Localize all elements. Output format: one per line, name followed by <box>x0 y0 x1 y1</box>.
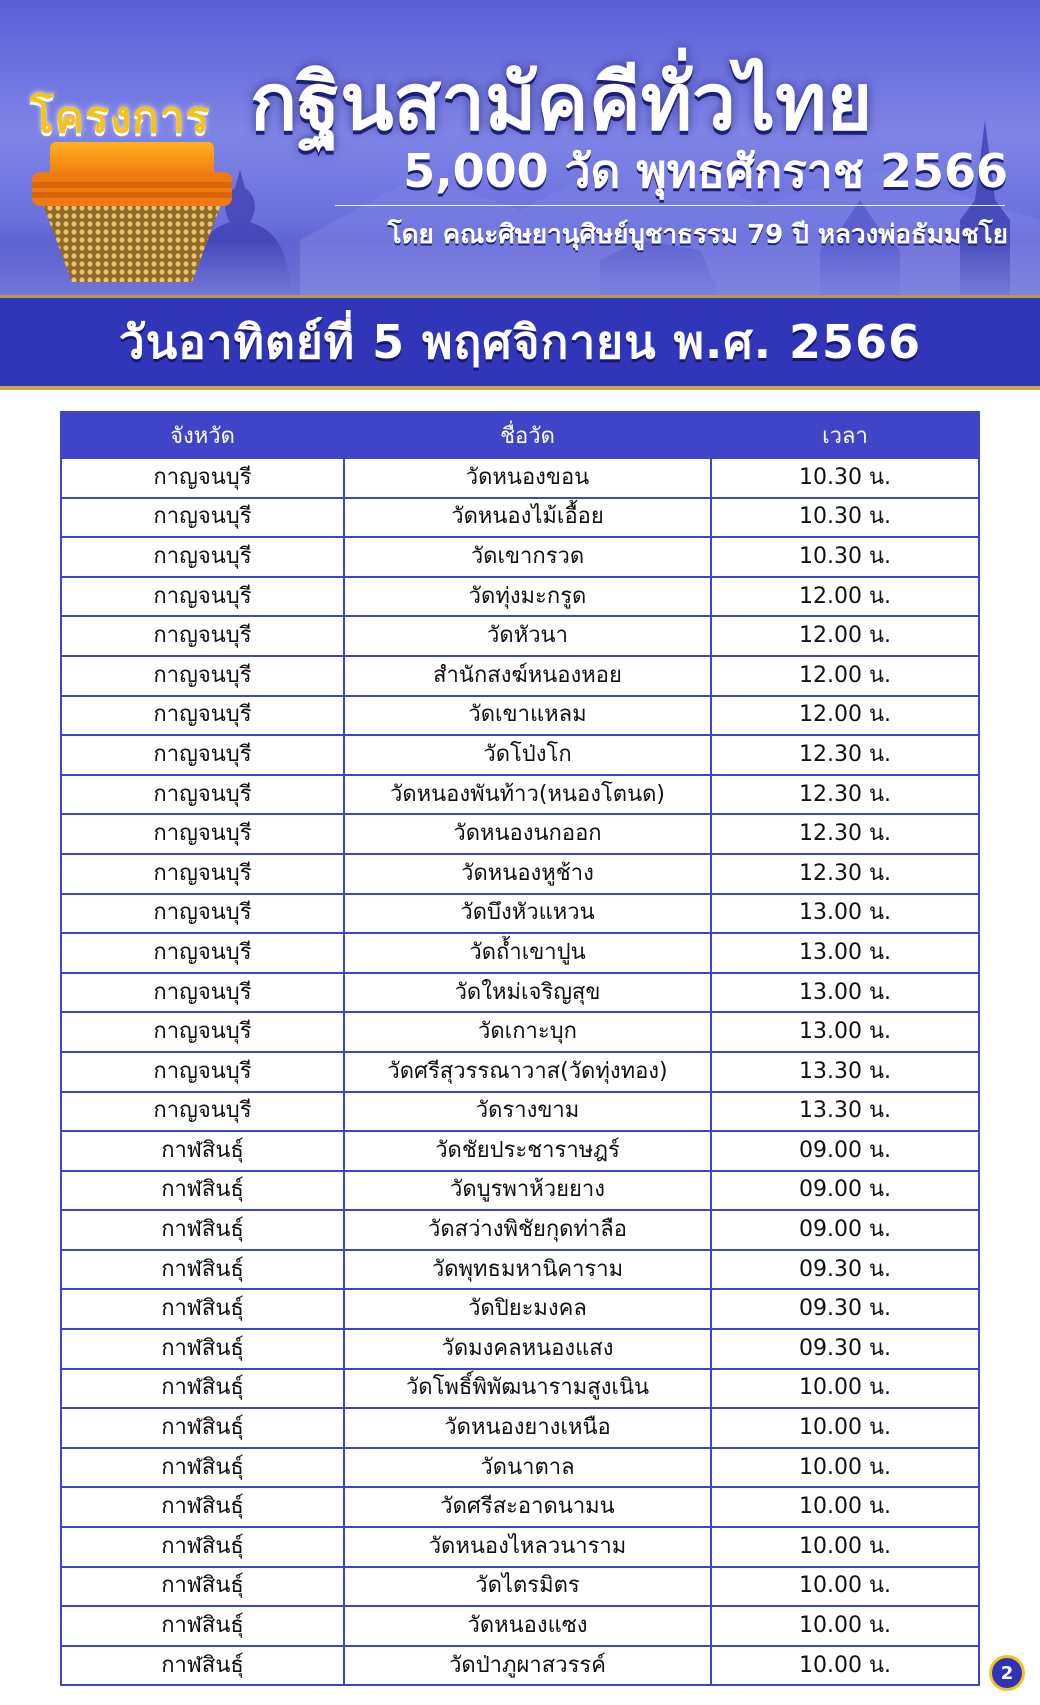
time-cell: 10.30 น. <box>711 498 979 538</box>
temple-name-cell: วัดเขาแหลม <box>344 696 711 736</box>
province-cell: กาฬสินธุ์ <box>61 1250 344 1290</box>
province-cell: กาญจนบุรี <box>61 656 344 696</box>
temple-name-cell: วัดหนองไม้เอื้อย <box>344 498 711 538</box>
header-divider <box>335 205 1005 206</box>
province-cell: กาญจนบุรี <box>61 577 344 617</box>
temple-name-cell: วัดนาตาล <box>344 1448 711 1488</box>
event-date: วันอาทิตย์ที่ 5 พฤศจิกายน พ.ศ. 2566 <box>118 314 922 369</box>
time-cell: 12.00 น. <box>711 616 979 656</box>
folded-robe-offering-icon <box>22 132 242 292</box>
province-cell: กาฬสินธุ์ <box>61 1448 344 1488</box>
time-cell: 09.00 น. <box>711 1171 979 1211</box>
province-cell: กาฬสินธุ์ <box>61 1567 344 1607</box>
time-cell: 13.00 น. <box>711 894 979 934</box>
table-row <box>61 933 979 973</box>
table-row <box>61 498 979 538</box>
project-label: โครงการ <box>30 92 211 143</box>
province-cell: กาฬสินธุ์ <box>61 1606 344 1646</box>
province-cell: กาญจนบุรี <box>61 894 344 934</box>
table-row <box>61 973 979 1013</box>
province-cell: กาญจนบุรี <box>61 1052 344 1092</box>
main-title: กฐินสามัคคีทั่วไทย <box>250 58 873 148</box>
temple-name-cell: วัดโพธิ์พิพัฒนารามสูงเนิน <box>344 1369 711 1409</box>
page-number-badge: 2 <box>989 1655 1025 1691</box>
table-row <box>61 1210 979 1250</box>
table-row <box>61 1646 979 1686</box>
temple-name-cell: วัดไตรมิตร <box>344 1567 711 1607</box>
time-cell: 10.00 น. <box>711 1448 979 1488</box>
province-cell: กาญจนบุรี <box>61 537 344 577</box>
table-row <box>61 1092 979 1132</box>
province-cell: กาฬสินธุ์ <box>61 1171 344 1211</box>
table-row <box>61 577 979 617</box>
temple-name-cell: วัดบูรพาห้วยยาง <box>344 1171 711 1211</box>
table-row <box>61 735 979 775</box>
temple-name-cell: วัดสว่างพิชัยกุดท่าลือ <box>344 1210 711 1250</box>
temple-name-cell: วัดโป่งโก <box>344 735 711 775</box>
table-row <box>61 1448 979 1488</box>
temple-schedule-table <box>60 411 978 1686</box>
province-cell: กาญจนบุรี <box>61 1092 344 1132</box>
temple-name-cell: วัดเขากรวด <box>344 537 711 577</box>
table-row <box>61 1606 979 1646</box>
table-row <box>61 1527 979 1567</box>
time-cell: 10.00 น. <box>711 1369 979 1409</box>
time-cell: 12.30 น. <box>711 735 979 775</box>
time-cell: 12.00 น. <box>711 577 979 617</box>
province-cell: กาญจนบุรี <box>61 854 344 894</box>
temple-name-cell: วัดชัยประชาราษฎร์ <box>344 1131 711 1171</box>
province-cell: กาญจนบุรี <box>61 814 344 854</box>
column-header-time: เวลา <box>711 412 979 458</box>
time-cell: 12.30 น. <box>711 814 979 854</box>
table-row <box>61 656 979 696</box>
temple-name-cell: วัดป่าภูผาสวรรค์ <box>344 1646 711 1686</box>
temple-name-cell: สำนักสงฆ์หนองหอย <box>344 656 711 696</box>
temple-name-cell: วัดหนองพันท้าว(หนองโตนด) <box>344 775 711 815</box>
table-row <box>61 1487 979 1527</box>
table-row <box>61 1250 979 1290</box>
temple-name-cell: วัดบึงหัวแหวน <box>344 894 711 934</box>
sub-title: 5,000 วัด พุทธศักราช 2566 <box>403 144 1008 198</box>
temple-name-cell: วัดรางขาม <box>344 1092 711 1132</box>
temple-name-cell: วัดหนองขอน <box>344 458 711 498</box>
table-row <box>61 696 979 736</box>
time-cell: 12.30 น. <box>711 775 979 815</box>
temple-name-cell: วัดหัวนา <box>344 616 711 656</box>
time-cell: 10.00 น. <box>711 1646 979 1686</box>
time-cell: 12.00 น. <box>711 656 979 696</box>
time-cell: 10.30 น. <box>711 458 979 498</box>
temple-name-cell: วัดใหม่เจริญสุข <box>344 973 711 1013</box>
time-cell: 10.00 น. <box>711 1408 979 1448</box>
temple-name-cell: วัดหนองหูช้าง <box>344 854 711 894</box>
table-row <box>61 1329 979 1369</box>
table-row <box>61 1012 979 1052</box>
time-cell: 13.00 น. <box>711 973 979 1013</box>
table-row <box>61 854 979 894</box>
time-cell: 10.00 น. <box>711 1567 979 1607</box>
time-cell: 10.00 น. <box>711 1527 979 1567</box>
province-cell: กาญจนบุรี <box>61 1012 344 1052</box>
time-cell: 09.30 น. <box>711 1329 979 1369</box>
time-cell: 13.30 น. <box>711 1052 979 1092</box>
temple-name-cell: วัดศรีสะอาดนามน <box>344 1487 711 1527</box>
table-header-row <box>61 412 979 458</box>
table-row <box>61 1567 979 1607</box>
table-row <box>61 814 979 854</box>
province-cell: กาฬสินธุ์ <box>61 1131 344 1171</box>
province-cell: กาฬสินธุ์ <box>61 1210 344 1250</box>
table-row <box>61 537 979 577</box>
province-cell: กาฬสินธุ์ <box>61 1289 344 1329</box>
time-cell: 13.30 น. <box>711 1092 979 1132</box>
province-cell: กาญจนบุรี <box>61 498 344 538</box>
time-cell: 12.30 น. <box>711 854 979 894</box>
table-row <box>61 1408 979 1448</box>
province-cell: กาญจนบุรี <box>61 458 344 498</box>
province-cell: กาฬสินธุ์ <box>61 1487 344 1527</box>
header-banner <box>0 0 1040 295</box>
table-row <box>61 1131 979 1171</box>
time-cell: 09.00 น. <box>711 1131 979 1171</box>
province-cell: กาญจนบุรี <box>61 775 344 815</box>
temple-name-cell: วัดมงคลหนองแสง <box>344 1329 711 1369</box>
organizer-line: โดย คณะศิษยานุศิษย์บูชาธรรม 79 ปี หลวงพ่อธัมมชโย <box>387 220 1008 250</box>
temple-name-cell: วัดหนองนกออก <box>344 814 711 854</box>
time-cell: 09.30 น. <box>711 1250 979 1290</box>
temple-name-cell: วัดเกาะบุก <box>344 1012 711 1052</box>
time-cell: 12.00 น. <box>711 696 979 736</box>
table-row <box>61 458 979 498</box>
temple-name-cell: วัดศรีสุวรรณาวาส(วัดทุ่งทอง) <box>344 1052 711 1092</box>
province-cell: กาญจนบุรี <box>61 616 344 656</box>
temple-name-cell: วัดหนองแซง <box>344 1606 711 1646</box>
time-cell: 10.00 น. <box>711 1606 979 1646</box>
date-bar <box>0 295 1040 390</box>
temple-name-cell: วัดหนองยางเหนือ <box>344 1408 711 1448</box>
table-row <box>61 1052 979 1092</box>
table-row <box>61 894 979 934</box>
time-cell: 10.00 น. <box>711 1487 979 1527</box>
temple-name-cell: วัดทุ่งมะกรูด <box>344 577 711 617</box>
temple-name-cell: วัดพุทธมหานิคาราม <box>344 1250 711 1290</box>
time-cell: 13.00 น. <box>711 1012 979 1052</box>
province-cell: กาฬสินธุ์ <box>61 1527 344 1567</box>
temple-name-cell: วัดหนองไหลวนาราม <box>344 1527 711 1567</box>
table-row <box>61 1171 979 1211</box>
table-row <box>61 1289 979 1329</box>
time-cell: 09.30 น. <box>711 1289 979 1329</box>
column-header-temple: ชื่อวัด <box>344 412 711 458</box>
time-cell: 10.30 น. <box>711 537 979 577</box>
province-cell: กาญจนบุรี <box>61 973 344 1013</box>
province-cell: กาฬสินธุ์ <box>61 1408 344 1448</box>
province-cell: กาฬสินธุ์ <box>61 1646 344 1686</box>
table-row <box>61 775 979 815</box>
province-cell: กาญจนบุรี <box>61 933 344 973</box>
table-row <box>61 1369 979 1409</box>
table-row <box>61 616 979 656</box>
province-cell: กาฬสินธุ์ <box>61 1369 344 1409</box>
province-cell: กาญจนบุรี <box>61 696 344 736</box>
province-cell: กาฬสินธุ์ <box>61 1329 344 1369</box>
time-cell: 13.00 น. <box>711 933 979 973</box>
column-header-province: จังหวัด <box>61 412 344 458</box>
province-cell: กาญจนบุรี <box>61 735 344 775</box>
time-cell: 09.00 น. <box>711 1210 979 1250</box>
temple-name-cell: วัดถ้ำเขาปูน <box>344 933 711 973</box>
temple-name-cell: วัดปิยะมงคล <box>344 1289 711 1329</box>
